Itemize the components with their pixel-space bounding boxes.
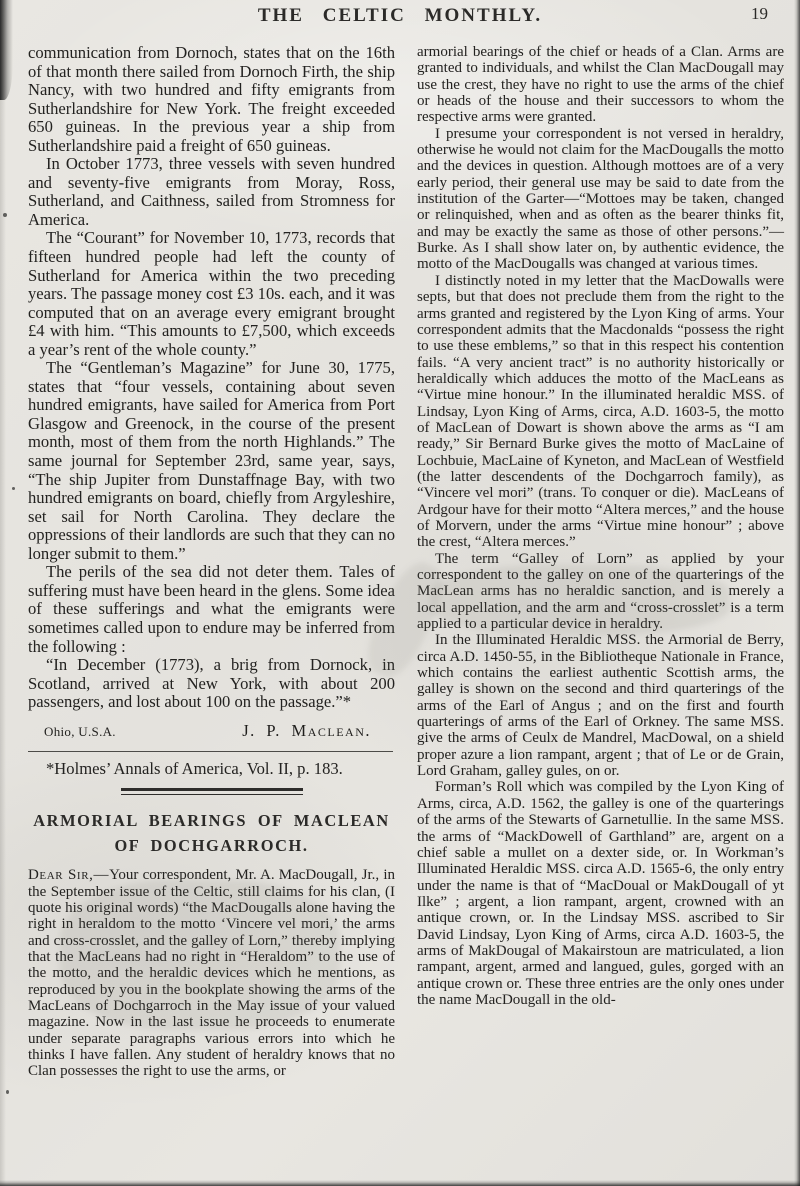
paragraph: I presume your correspondent is not versed in heraldry, otherwise he would not claim for the MacDougalls the motto and the devices in question. Although mottoes are of a very early period, their general use may be said to date from the institution of the Garter—“Mottoes may be taken, changed or relinquished, when and as often as the bearer thinks fit, and may be exactly the same as those of other persons.”—Burke. As I shall show later on, by authentic evidence, the motto of the MacDougalls was changed at various times. <box>417 125 784 273</box>
paragraph: In the Illuminated Heraldic MSS. the Armorial de Berry, circa A.D. 1450-55, in the Bibliotheque Nationale in France, which contains the earliest authentic Scottish arms, the galley is shown on the second and third quarterings of the arms of the Earl of Angus ; and on the first and fourth quarterings of arms of the Earl of Orkney. The same MSS. give the arms of Ceulx de Mandrel, MacDowal, on a shield proper azure a lion rampant, argent ; that of Le or de Grain, Lord Graham, galley gules, on or. <box>417 632 784 780</box>
signature-place: Ohio, U.S.A. <box>44 723 116 739</box>
left-column <box>28 44 395 1080</box>
journal-title: THE CELTIC MONTHLY. <box>257 5 543 26</box>
paragraph: “In December (1773), a brig from Dornock, in Scotland, arrived at New York, with about 200 passengers, and lost about 100 on the passage.”* <box>28 655 395 712</box>
paragraph: armorial bearings of the chief or heads of a Clan. Arms are granted to individuals, and whilst the Clan MacDougall may use the crest, they have no right to use the arms of the chief or heads of the house and their successors to whom the respective arms were granted. <box>417 44 784 126</box>
paragraph: communication from Dornoch, states that on the 16th of that month there sailed from Dornoch Firth, the ship Nancy, with two hundred and fifty emigrants from Sutherlandshire for New York. The freight exceeded 650 guineas. In the previous year a ship from Sutherlandshire paid a freight of 650 guineas. <box>28 43 395 155</box>
salutation: Dear Sir,— <box>28 867 110 884</box>
two-column-body <box>0 38 800 1080</box>
armorial-bearings-article <box>28 808 395 1079</box>
scan-bottom-edge-shadow <box>0 1180 800 1186</box>
article-signature <box>44 721 371 741</box>
section-divider-rule <box>121 788 303 795</box>
emigration-article-continuation <box>28 44 395 778</box>
scan-speck <box>6 1090 9 1094</box>
paragraph: The perils of the sea did not deter them. Tales of suffering must have been heard in the glens. Some idea of these sufferings and what the emigrants were sometimes called upon to endure may be inferred from the following : <box>28 562 395 656</box>
paragraph: The “Gentleman’s Magazine” for June 30, 1775, states that “four vessels, containing about seven hundred emigrants, have sailed for America from Port Glasgow and Greenock, in the course of the present month, most of them from the north Highlands.” The same journal for September 23rd, same year, says, “The ship Jupiter from Dunstaffnage Bay, with two hundred emigrants on board, chiefly from Argyleshire, set sail for North Carolina. They declare the oppressions of their landlords are such that they can no longer submit to them.” <box>28 358 395 563</box>
paragraph: Forman’s Roll which was compiled by the Lyon King of Arms, circa, A.D. 1562, the galley is one of the quarterings of the arms of the Stewarts of Garnetullie. In the same MSS. the arms of “MackDowell of Garthland” are, argent on a chief sable a mullet on a dexter side, or. In Workman’s Illuminated Heraldic MSS. circa A.D. 1565-6, the only entry under the name is that of “MacDoual or MakDougall of yt Ilke” ; argent, a lion rampant, argent, crowned with an antique crown, or. In the Lindsay MSS. ascribed to Sir David Lindsay, Lyon King of Arms, circa A.D. 1603-5, the arms of MakDougal of Makairstoun are matriculated, a lion rampant, argent, armed and langued, gules, gorged with an antique crown or. These three entries are the only ones under the name MacDougall in the old- <box>417 779 784 1008</box>
paragraph: I distinctly noted in my letter that the MacDowalls were septs, but that does not preclude them from the right to the arms granted and registered by the Lyon King of arms. Your correspondent admits that the Macdonalds “possess the right to use these emblems,” so that in this respect his contention fails. “A very ancient tract” is no authority historically or heraldically which adduces the motto of the MacLeans as “Virtue mine honour.” In the illuminated heraldic MSS. of Lindsay, Lyon King of Arms, circa, A.D. 1603-5, the motto of MacLean of Dowart is shown above the arms as “I am ready,” Sir Bernard Burke gives the motto of MacLaine of Lochbuie, MacLaine of Kyneton, and MacLean of Westfield (the latter descendents of the Dochgarroch family), as “Vincere vel mori” (trans. To conquer or die). MacLeans of Ardgour have for their motto “Altera merces,” and the house of Morvern, under the arms “Virtue mine honour” ; above the crest, “Altera merces.” <box>417 272 784 551</box>
paragraph: The “Courant” for November 10, 1773, records that fifteen hundred people had left the county of Sutherland for America within the two preceding years. The passage money cost £3 10s. each, and it was computed that on an average every emigrant brought £4 with him. “This amounts to £7,500, which exceeds a year’s rent of the whole county.” <box>28 228 395 359</box>
signature-name: J. P. Maclean. <box>242 720 371 740</box>
letter-opening-text: Your correspondent, Mr. A. MacDougall, Jr., in the September issue of the Celtic, still claims for his clan, (I quote his original words) “the MacDougalls alone having the right in heraldom to the motto ‘Vincere vel mori,’ the arms and cross-crosslet, and the galley of Lorn,” thereby implying that the MacLeans had no right in “Heraldom” to the use of the motto, and the heraldic devices which he mentions, as reproduced by you in the bookplate showing the arms of the MacLeans of Dochgarroch in the May issue of your valued magazine. Now in the last issue he proceeds to enumerate under separate paragraphs various errors into which he thinks I have fallen. Any student of heraldry knows that no Clan possesses the right to use the arms, or <box>28 867 395 1080</box>
footnote: *Holmes’ Annals of America, Vol. II, p. 183. <box>46 758 343 778</box>
page-number: 19 <box>751 4 768 23</box>
paragraph: The term “Galley of Lorn” as applied by your correspondent to the galley on one of the quarterings of the MacLean arms has no heraldic sanction, and is merely a local appellation, and the arm and “cross-crosslet” is a term applied to a particular device in heraldry. <box>417 550 784 633</box>
paragraph: In October 1773, three vessels with seven hundred and seventy-five emigrants from Moray, Ross, Sutherland, and Caithness, sailed from Stromness for America. <box>28 154 395 229</box>
right-column <box>417 44 784 1080</box>
article-heading: ARMORIAL BEARINGS OF MACLEAN OF DOCHGARROCH. <box>33 811 390 856</box>
footnote-rule <box>28 751 393 752</box>
letter-opening-paragraph <box>28 867 395 1079</box>
page-header <box>0 0 800 38</box>
